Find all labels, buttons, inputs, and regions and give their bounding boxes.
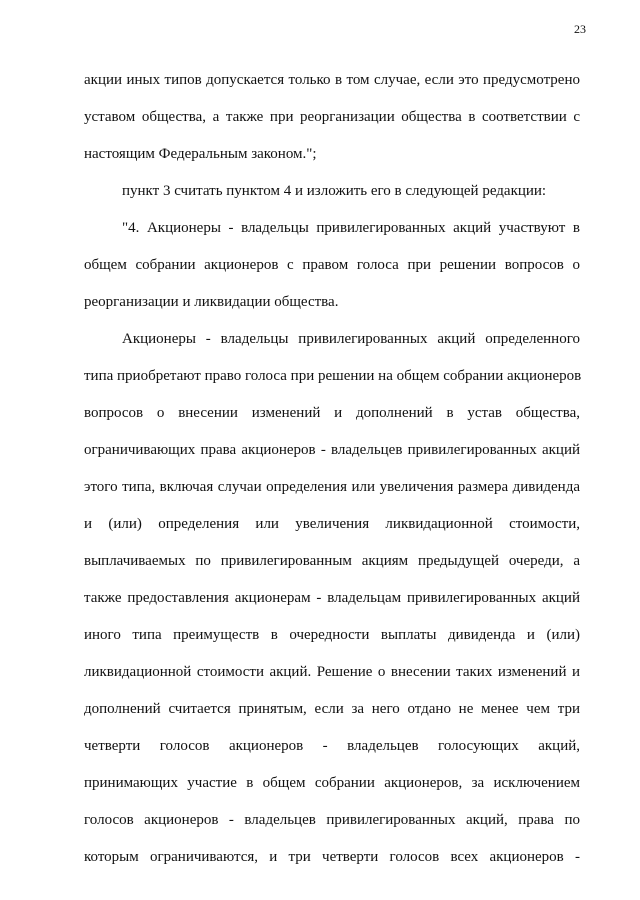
text-line: ликвидационной стоимости акций. Решение о внесении таких изменений и [84,664,580,680]
text-line: четверти голосов акционеров - владельцев голосующих акций, [84,738,580,754]
text-line: пункт 3 считать пунктом 4 и изложить его в следующей редакции: [122,183,547,199]
text-line: выплачиваемых по привилегированным акциям предыдущей очереди, а [84,553,580,569]
text-line: Акционеры - владельцы привилегированных акций определенного [122,331,580,347]
text-line: голосов акционеров - владельцев привилегированных акций, права по [84,812,580,828]
text-line: вопросов о внесении изменений и дополнений в устав общества, [84,405,580,421]
text-line: принимающих участие в общем собрании акционеров, за исключением [84,775,580,791]
page-number: 23 [574,22,586,36]
text-line: настоящим Федеральным законом."; [84,146,317,162]
text-line: "4. Акционеры - владельцы привилегированных акций участвуют в [122,220,580,236]
text-line: ограничивающих права акционеров - владельцев привилегированных акций [84,442,580,458]
text-line: реорганизации и ликвидации общества. [84,294,339,310]
text-line: акции иных типов допускается только в том случае, если это предусмотрено [84,72,580,88]
text-line: также предоставления акционерам - владельцам привилегированных акций [84,590,580,606]
text-line: которым ограничиваются, и три четверти голосов всех акционеров - [84,849,580,865]
text-line: общем собрании акционеров с правом голоса при решении вопросов о [84,257,580,273]
text-line: уставом общества, а также при реорганизации общества в соответствии с [84,109,580,125]
text-line: этого типа, включая случаи определения или увеличения размера дивиденда [84,479,580,495]
text-line: иного типа преимуществ в очередности выплаты дивиденда и (или) [84,627,580,643]
text-line: дополнений считается принятым, если за него отдано не менее чем три [84,701,580,717]
text-line: типа приобретают право голоса при решении на общем собрании акционеров [84,368,582,384]
text-line: и (или) определения или увеличения ликвидационной стоимости, [84,516,580,532]
